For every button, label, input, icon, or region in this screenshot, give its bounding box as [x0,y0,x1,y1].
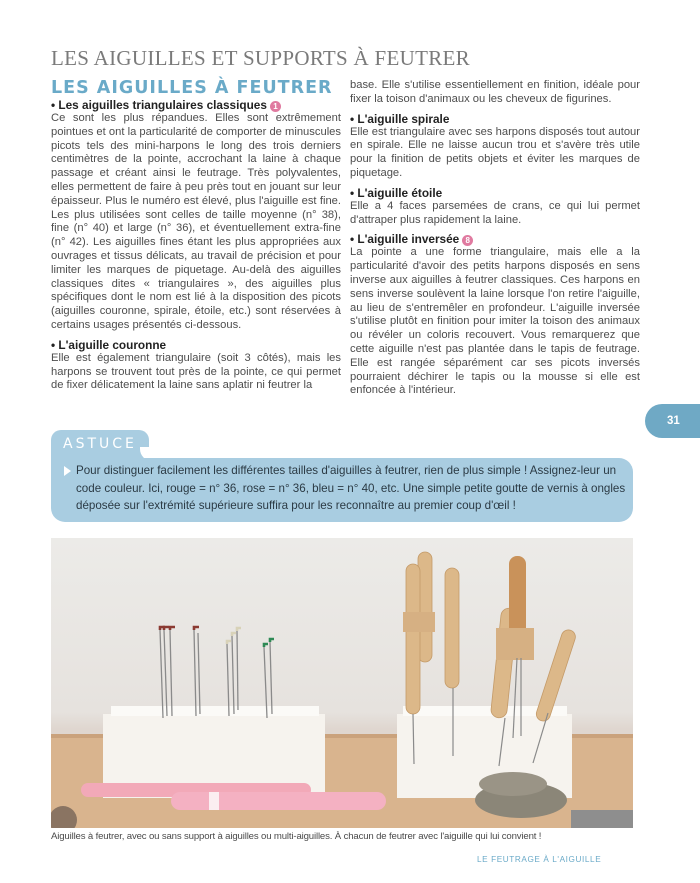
section-title: LES AIGUILLES À FEUTRER [51,78,333,98]
photo-felting-needles [51,538,633,828]
paragraph-crown-continued: base. Elle s'utilise essentiellement en finition, idéale pour fixer la toison d'animaux ou les cheveux de figurines. [350,79,640,105]
left-column [51,98,341,393]
right-column [350,79,640,398]
page-title: LES AIGUILLES ET SUPPORTS À FEUTRER [51,46,470,70]
paragraph-reverse: La pointe a une forme triangulaire, mais elle a la particularité d'avoir des petits harpons disposés en sens inverse aux aiguilles à feutrer classiques. Ces harpons en sens inverse soulèvent la laine lorsque l'on retire l'aiguille, au lieu de s'entremêler en profondeur. L'aiguille inversée s'utilise plutôt en finition pour imiter la toison des animaux ou révéler un coloris recouvert. Vous remarquerez que cette aiguille n'est pas plantée dans le tapis de feutrage. Elle est rangée séparément car ses picots inversés pourraient déchirer le tapis ou la mousse si elle est enfoncée à l'intérieur. [350,246,640,397]
photo-caption: Aiguilles à feutrer, avec ou sans support à aiguilles ou multi-aiguilles. À chacun de feutrer avec l'aiguille qui lui convient ! [51,831,542,842]
subheading-spiral: • L'aiguille spirale [350,111,450,126]
tip-label: ASTUCE [63,436,137,452]
number-badge-icon: 1 [270,101,281,112]
paragraph-triangular: Ce sont les plus répandues. Elles sont extrêmement pointues et ont la particularité de comporter de minuscules picots tels des mini-harpons le long des trois derniers centimètres de la pointe, accrochant la laine à chaque passage et créant ainsi le feutrage. Très polyvalentes, elles permettent de faire à peu près tout en jouant sur leur épaisseur. Plus le numéro est élevé, plus l'aiguille est fine. Les plus utilisées sont celles de taille moyenne (n° 38), fine (n° 40) et large (n° 36), et éventuellement extra-fine (n° 42). Les aiguilles fines étant les plus appropriées aux ouvrages et tissus délicats, au travail de précision et pour limiter les marques de piquetage. Au-delà des aiguilles classiques dites « triangulaires », des aiguilles plus spécifiques dont le nom est lié à la disposition des picots (aiguilles couronne, spirale, étoile, etc.) sont réservées à certains usages présentés ci-dessous. [51,112,341,331]
paragraph-star: Elle a 4 faces parsemées de crans, ce qui lui permet d'attraper plus rapidement la laine. [350,199,640,226]
running-footer: LE FEUTRAGE À L'AIGUILLE [477,855,602,864]
tip-text: Pour distinguer facilement les différentes tailles d'aiguilles à feutrer, rien de plus simple ! Assignez-leur un code couleur. Ici, rouge = n° 36, rose = n° 36, bleu = n° 40, etc. Une simple petite goutte de vernis à ongles déposée sur l'extrémité supérieure suffira pour les reconnaître au premier coup d'œil ! [76,464,626,512]
paragraph-crown: Elle est également triangulaire (soit 3 côtés), mais les harpons se trouvent tout près de la pointe, ce qui permet de fixer délicatement la laine sans aplatir ni feutrer la [51,351,341,392]
subheading-star: • L'aiguille étoile [350,185,443,200]
subheading-reverse: • L'aiguille inversée 8 [350,232,640,246]
subheading-crown: • L'aiguille couronne [51,337,167,352]
needles-photo-illustration [51,538,633,828]
number-badge-icon: 8 [462,235,473,246]
subheading-triangular: • Les aiguilles triangulaires classiques 1 [51,98,341,112]
paragraph-spiral: Elle est triangulaire avec ses harpons disposés tout autour en spirale. Elle ne laisse aucun trou et s'avère très utile pour la finition de petits objets et éviter les marques de piquetage. [350,125,640,179]
page-number-tab: 31 [645,404,700,438]
triangle-bullet-icon [64,466,71,476]
